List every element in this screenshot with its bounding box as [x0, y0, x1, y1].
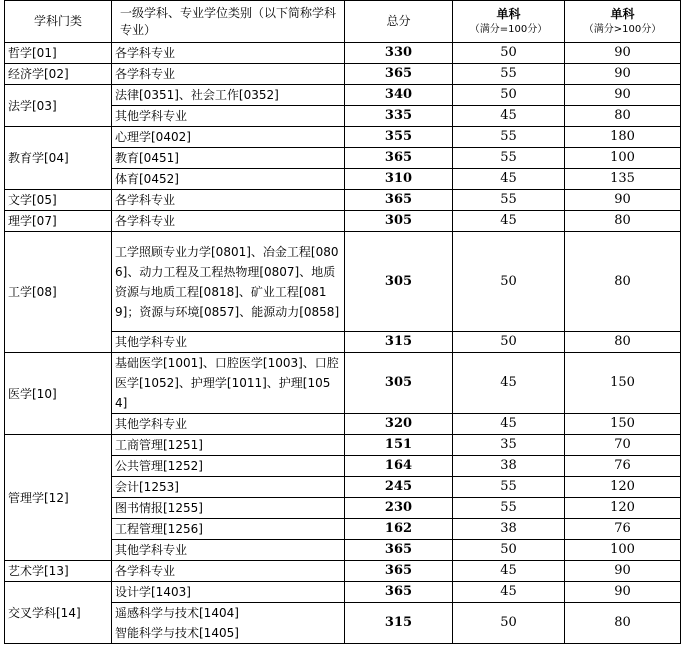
single-over-100-cell: 100 [565, 540, 681, 561]
total-cell: 315 [345, 603, 453, 644]
total-cell: 320 [345, 414, 453, 435]
single-100-cell: 55 [453, 64, 565, 85]
total-cell: 330 [345, 43, 453, 64]
subject-cell: 设计学[1403] [112, 582, 345, 603]
total-cell: 340 [345, 85, 453, 106]
single-over-100-cell: 100 [565, 148, 681, 169]
single-over-100-cell: 70 [565, 435, 681, 456]
category-cell: 哲学[01] [5, 43, 112, 64]
single-over-100-cell: 90 [565, 190, 681, 211]
header-subject: 一级学科、专业学位类别（以下简称学科专业） [112, 1, 345, 43]
single-over-100-cell: 135 [565, 169, 681, 190]
total-cell: 230 [345, 498, 453, 519]
total-cell: 365 [345, 148, 453, 169]
single-over-100-cell: 180 [565, 127, 681, 148]
subject-cell: 各学科专业 [112, 43, 345, 64]
table-row [5, 582, 681, 603]
single-100-cell: 50 [453, 332, 565, 353]
total-cell: 355 [345, 127, 453, 148]
table-row [5, 43, 681, 64]
single-over-100-cell: 120 [565, 498, 681, 519]
table-row [5, 190, 681, 211]
subject-cell: 基础医学[1001]、口腔医学[1003]、口腔医学[1052]、护理学[1011]、护理[1054] [112, 353, 345, 414]
single-100-cell: 45 [453, 106, 565, 127]
category-cell: 经济学[02] [5, 64, 112, 85]
category-cell: 工学[08] [5, 232, 112, 353]
single-100-cell: 45 [453, 353, 565, 414]
single-over-100-cell: 80 [565, 106, 681, 127]
single-100-cell: 45 [453, 561, 565, 582]
subject-cell: 教育[0451] [112, 148, 345, 169]
total-cell: 365 [345, 582, 453, 603]
table-row [5, 85, 681, 106]
total-cell: 365 [345, 64, 453, 85]
single-100-cell: 55 [453, 498, 565, 519]
single-over-100-cell: 90 [565, 582, 681, 603]
total-cell: 164 [345, 456, 453, 477]
subject-cell: 工学照顾专业力学[0801]、冶金工程[0806]、动力工程及工程热物理[0807]、地质资源与地质工程[0818]、矿业工程[0819]；资源与环境[0857]、能源动力[0858] [112, 232, 345, 332]
category-cell: 理学[07] [5, 211, 112, 232]
total-cell: 365 [345, 190, 453, 211]
table-row [5, 64, 681, 85]
total-cell: 365 [345, 561, 453, 582]
subject-cell: 其他学科专业 [112, 332, 345, 353]
single-over-100-cell: 80 [565, 603, 681, 644]
subject-cell [112, 603, 345, 644]
single-over-100-cell: 90 [565, 85, 681, 106]
single-100-cell: 50 [453, 540, 565, 561]
category-cell: 管理学[12] [5, 435, 112, 561]
header-single-over-100 [565, 1, 681, 43]
table-row [5, 353, 681, 414]
single-100-cell: 35 [453, 435, 565, 456]
subject-cell: 体育[0452] [112, 169, 345, 190]
single-over-100-cell: 76 [565, 456, 681, 477]
single-100-cell: 55 [453, 127, 565, 148]
category-cell: 文学[05] [5, 190, 112, 211]
single-100-cell: 45 [453, 414, 565, 435]
single-over-100-cell: 150 [565, 353, 681, 414]
table-row [5, 232, 681, 332]
table-row [5, 435, 681, 456]
subject-cell: 其他学科专业 [112, 106, 345, 127]
header-single-100-main: 单科 [496, 7, 521, 21]
category-cell: 交叉学科[14] [5, 582, 112, 644]
header-single-100-sub: （满分=100分） [469, 24, 548, 35]
subject-line: 智能科学与技术[1405] [115, 626, 239, 640]
subject-cell: 各学科专业 [112, 190, 345, 211]
total-cell: 245 [345, 477, 453, 498]
total-cell: 305 [345, 353, 453, 414]
subject-cell: 其他学科专业 [112, 414, 345, 435]
single-100-cell: 50 [453, 603, 565, 644]
header-row [5, 1, 681, 43]
total-cell: 305 [345, 232, 453, 332]
single-over-100-cell: 80 [565, 211, 681, 232]
single-100-cell: 38 [453, 456, 565, 477]
subject-cell: 其他学科专业 [112, 540, 345, 561]
subject-cell: 工商管理[1251] [112, 435, 345, 456]
total-cell: 335 [345, 106, 453, 127]
subject-line: 遥感科学与技术[1404] [115, 606, 239, 620]
subject-cell: 公共管理[1252] [112, 456, 345, 477]
total-cell: 365 [345, 540, 453, 561]
subject-cell: 各学科专业 [112, 561, 345, 582]
single-100-cell: 55 [453, 148, 565, 169]
single-over-100-cell: 150 [565, 414, 681, 435]
subject-cell: 工程管理[1256] [112, 519, 345, 540]
category-cell: 艺术学[13] [5, 561, 112, 582]
score-table [4, 0, 681, 644]
subject-cell: 心理学[0402] [112, 127, 345, 148]
category-cell: 医学[10] [5, 353, 112, 435]
single-100-cell: 38 [453, 519, 565, 540]
table-row [5, 561, 681, 582]
single-over-100-cell: 80 [565, 332, 681, 353]
single-over-100-cell: 76 [565, 519, 681, 540]
header-single-100 [453, 1, 565, 43]
single-100-cell: 50 [453, 232, 565, 332]
total-cell: 162 [345, 519, 453, 540]
single-over-100-cell: 90 [565, 561, 681, 582]
single-over-100-cell: 90 [565, 64, 681, 85]
table-row [5, 127, 681, 148]
subject-cell: 各学科专业 [112, 64, 345, 85]
single-100-cell: 55 [453, 190, 565, 211]
single-over-100-cell: 90 [565, 43, 681, 64]
total-cell: 305 [345, 211, 453, 232]
single-100-cell: 50 [453, 43, 565, 64]
single-100-cell: 55 [453, 477, 565, 498]
header-total: 总分 [345, 1, 453, 43]
single-over-100-cell: 80 [565, 232, 681, 332]
category-cell: 教育学[04] [5, 127, 112, 190]
subject-cell: 图书情报[1255] [112, 498, 345, 519]
subject-cell: 各学科专业 [112, 211, 345, 232]
header-single-over-100-sub: （满分>100分） [583, 24, 662, 35]
header-single-over-100-main: 单科 [610, 7, 635, 21]
single-100-cell: 50 [453, 85, 565, 106]
header-category: 学科门类 [5, 1, 112, 43]
table-row [5, 211, 681, 232]
subject-cell: 法律[0351]、社会工作[0352] [112, 85, 345, 106]
single-100-cell: 45 [453, 211, 565, 232]
total-cell: 315 [345, 332, 453, 353]
category-cell: 法学[03] [5, 85, 112, 127]
subject-cell: 会计[1253] [112, 477, 345, 498]
total-cell: 151 [345, 435, 453, 456]
single-over-100-cell: 120 [565, 477, 681, 498]
total-cell: 310 [345, 169, 453, 190]
single-100-cell: 45 [453, 582, 565, 603]
single-100-cell: 45 [453, 169, 565, 190]
